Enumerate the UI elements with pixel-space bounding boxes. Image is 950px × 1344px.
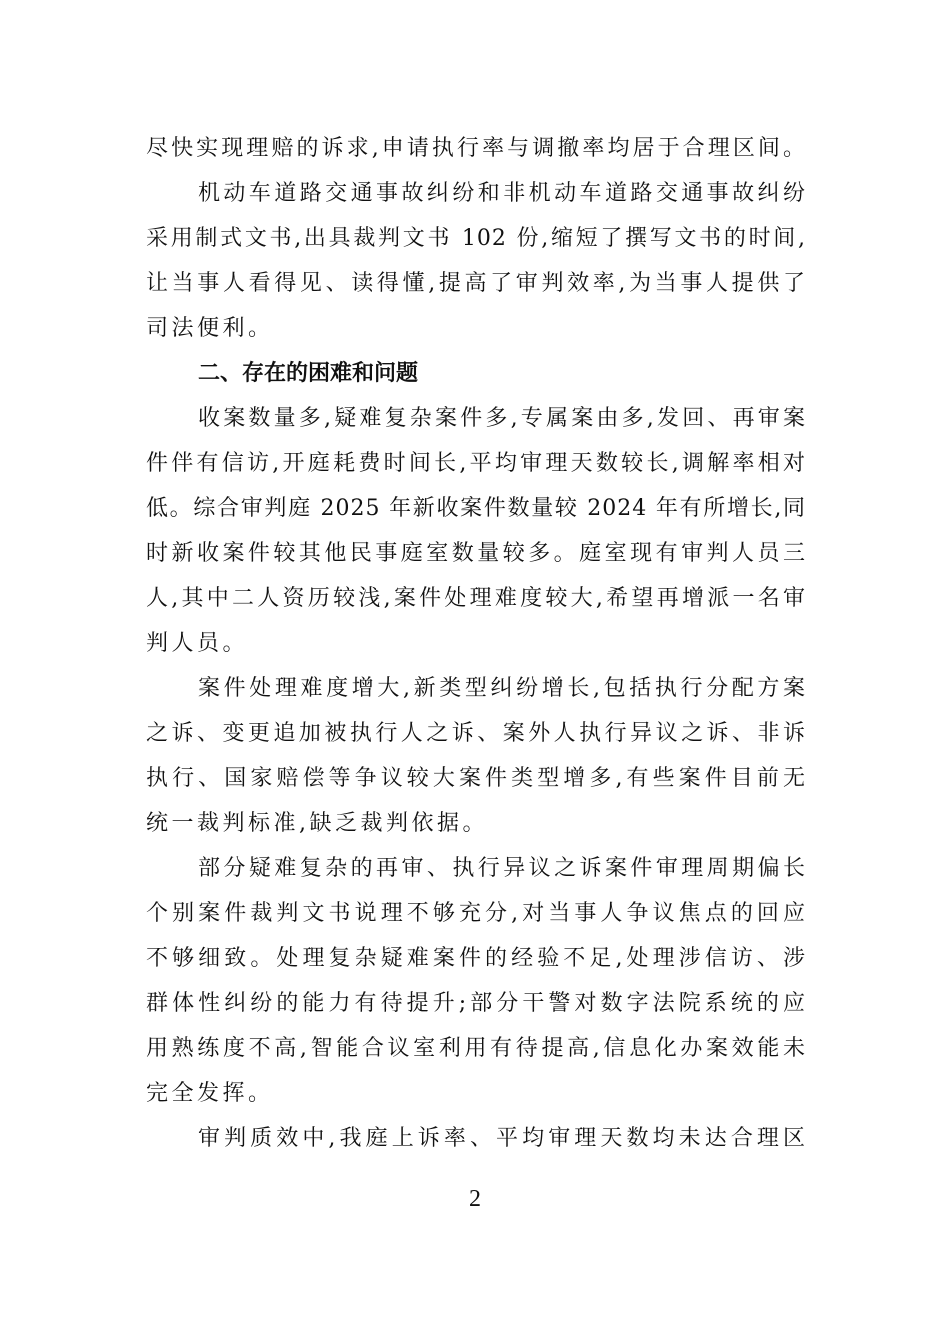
paragraph-line: 之诉、变更追加被执行人之诉、案外人执行异议之诉、非诉 [146, 721, 806, 746]
paragraph-line: 让当事人看得见、读得懂,提高了审判效率,为当事人提供了 [146, 271, 806, 296]
paragraph-line: 件伴有信访,开庭耗费时间长,平均审理天数较长,调解率相对 [146, 451, 806, 476]
paragraph-line: 不够细致。处理复杂疑难案件的经验不足,处理涉信访、涉 [146, 946, 806, 971]
paragraph-line: 用熟练度不高,智能合议室利用有待提高,信息化办案效能未 [146, 1036, 806, 1061]
paragraph-line: 低。综合审判庭 2025 年新收案件数量较 2024 年有所增长,同 [146, 496, 806, 521]
paragraph-line: 判人员。 [146, 631, 249, 656]
paragraph-line: 时新收案件较其他民事庭室数量较多。庭室现有审判人员三 [146, 541, 806, 566]
paragraph-line: 机动车道路交通事故纠纷和非机动车道路交通事故纠纷 [198, 181, 806, 206]
paragraph-line: 部分疑难复杂的再审、执行异议之诉案件审理周期偏长 [198, 856, 806, 881]
page-number: 2 [469, 1186, 481, 1212]
paragraph-line: 人,其中二人资历较浅,案件处理难度较大,希望再增派一名审 [146, 586, 806, 611]
paragraph-line: 尽快实现理赔的诉求,申请执行率与调撤率均居于合理区间。 [146, 136, 806, 161]
paragraph-line: 收案数量多,疑难复杂案件多,专属案由多,发回、再审案 [198, 406, 806, 431]
paragraph-line: 采用制式文书,出具裁判文书 102 份,缩短了撰写文书的时间, [146, 226, 806, 251]
paragraph-line: 案件处理难度增大,新类型纠纷增长,包括执行分配方案 [198, 676, 806, 701]
paragraph-line: 完全发挥。 [146, 1081, 274, 1106]
paragraph-line: 审判质效中,我庭上诉率、平均审理天数均未达合理区 [198, 1126, 806, 1151]
section-heading: 二、存在的困难和问题 [198, 361, 419, 386]
document-body [146, 126, 806, 1161]
paragraph-line: 个别案件裁判文书说理不够充分,对当事人争议焦点的回应 [146, 901, 806, 926]
paragraph-line: 统一裁判标准,缺乏裁判依据。 [146, 811, 488, 836]
paragraph-line: 执行、国家赔偿等争议较大案件类型增多,有些案件目前无 [146, 766, 806, 791]
paragraph-line: 司法便利。 [146, 316, 274, 341]
paragraph-line: 群体性纠纷的能力有待提升;部分干警对数字法院系统的应 [146, 991, 806, 1016]
